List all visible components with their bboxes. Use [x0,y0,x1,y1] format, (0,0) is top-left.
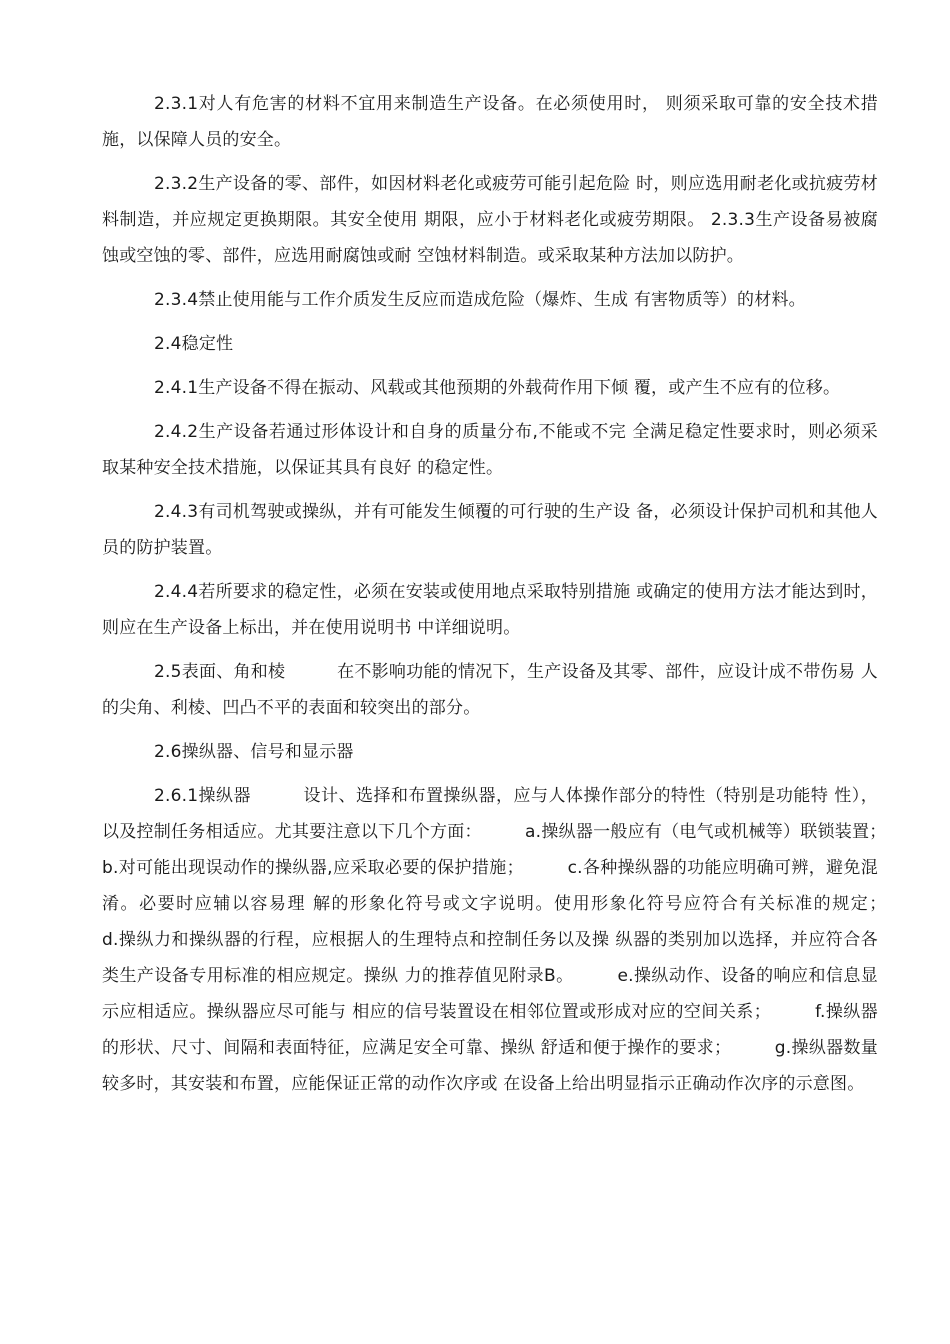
paragraph-2-3-1: 2.3.1对人有危害的材料不宜用来制造生产设备。在必须使用时， 则须采取可靠的安全技术措施，以保障人员的安全。 [102,94,878,150]
paragraph-2-4-2: 2.4.2生产设备若通过形体设计和自身的质量分布,不能或不完 全满足稳定性要求时，则必须采取某种安全技术措施，以保证其具有良好 的稳定性。 [102,422,878,478]
paragraph-2-4-3: 2.4.3有司机驾驶或操纵，并有可能发生倾覆的可行驶的生产设 备，必须设计保护司机和其他人员的防护装置。 [102,502,878,558]
paragraph-2-4-4: 2.4.4若所要求的稳定性，必须在安装或使用地点采取特别措施 或确定的使用方法才能达到时，则应在生产设备上标出，并在使用说明书 中详细说明。 [102,582,878,638]
paragraph-2-3-4: 2.3.4禁止使用能与工作介质发生反应而造成危险（爆炸、生成 有害物质等）的材料。 [154,290,806,310]
document-body [102,86,930,1110]
heading-2-4: 2.4稳定性 [154,334,234,354]
paragraph-2-4-1: 2.4.1生产设备不得在振动、风载或其他预期的外载荷作用下倾 覆，或产生不应有的位移。 [154,378,841,398]
paragraph-2-5: 2.5表面、角和棱 在不影响功能的情况下，生产设备及其零、部件，应设计成不带伤易 人的尖角、利棱、凹凸不平的表面和较突出的部分。 [102,662,878,718]
paragraph-2-3-2: 2.3.2生产设备的零、部件，如因材料老化或疲劳可能引起危险 时，则应选用耐老化或抗疲劳材料制造，并应规定更换期限。其安全使用 期限，应小于材料老化或疲劳期限。 2.3.3生产设备易被腐蚀或空蚀的零、部件，应选用耐腐蚀或耐 空蚀材料制造。或采取某种方法加以防护。 [102,174,878,266]
heading-2-6: 2.6操纵器、信号和显示器 [154,742,354,762]
paragraph-2-6-1: 2.6.1操纵器 设计、选择和布置操纵器，应与人体操作部分的特性（特别是功能特 性），以及控制任务相适应。尤其要注意以下几个方面： a.操纵器一般应有（电气或机械等）联锁装置； b.对可能出现误动作的操纵器,应采取必要的保护措施； c.各种操纵器的功能应明确可辨，避免混淆。必要时应辅以容易理 解的形象化符号或文字说明。使用形象化符号应符合有关标准的规定； d.操纵力和操纵器的行程，应根据人的生理特点和控制任务以及操 纵器的类别加以选择，并应符合各类生产设备专用标准的相应规定。操纵 力的推荐值见附录B。 e.操纵动作、设备的响应和信息显示应相适应。操纵器应尽可能与 相应的信号装置设在相邻位置或形成对应的空间关系； f.操纵器的形状、尺寸、间隔和表面特征，应满足安全可靠、操纵 舒适和便于操作的要求； g.操纵器数量较多时，其安装和布置，应能保证正常的动作次序或 在设备上给出明显指示正确动作次序的示意图。 [102,786,930,1094]
